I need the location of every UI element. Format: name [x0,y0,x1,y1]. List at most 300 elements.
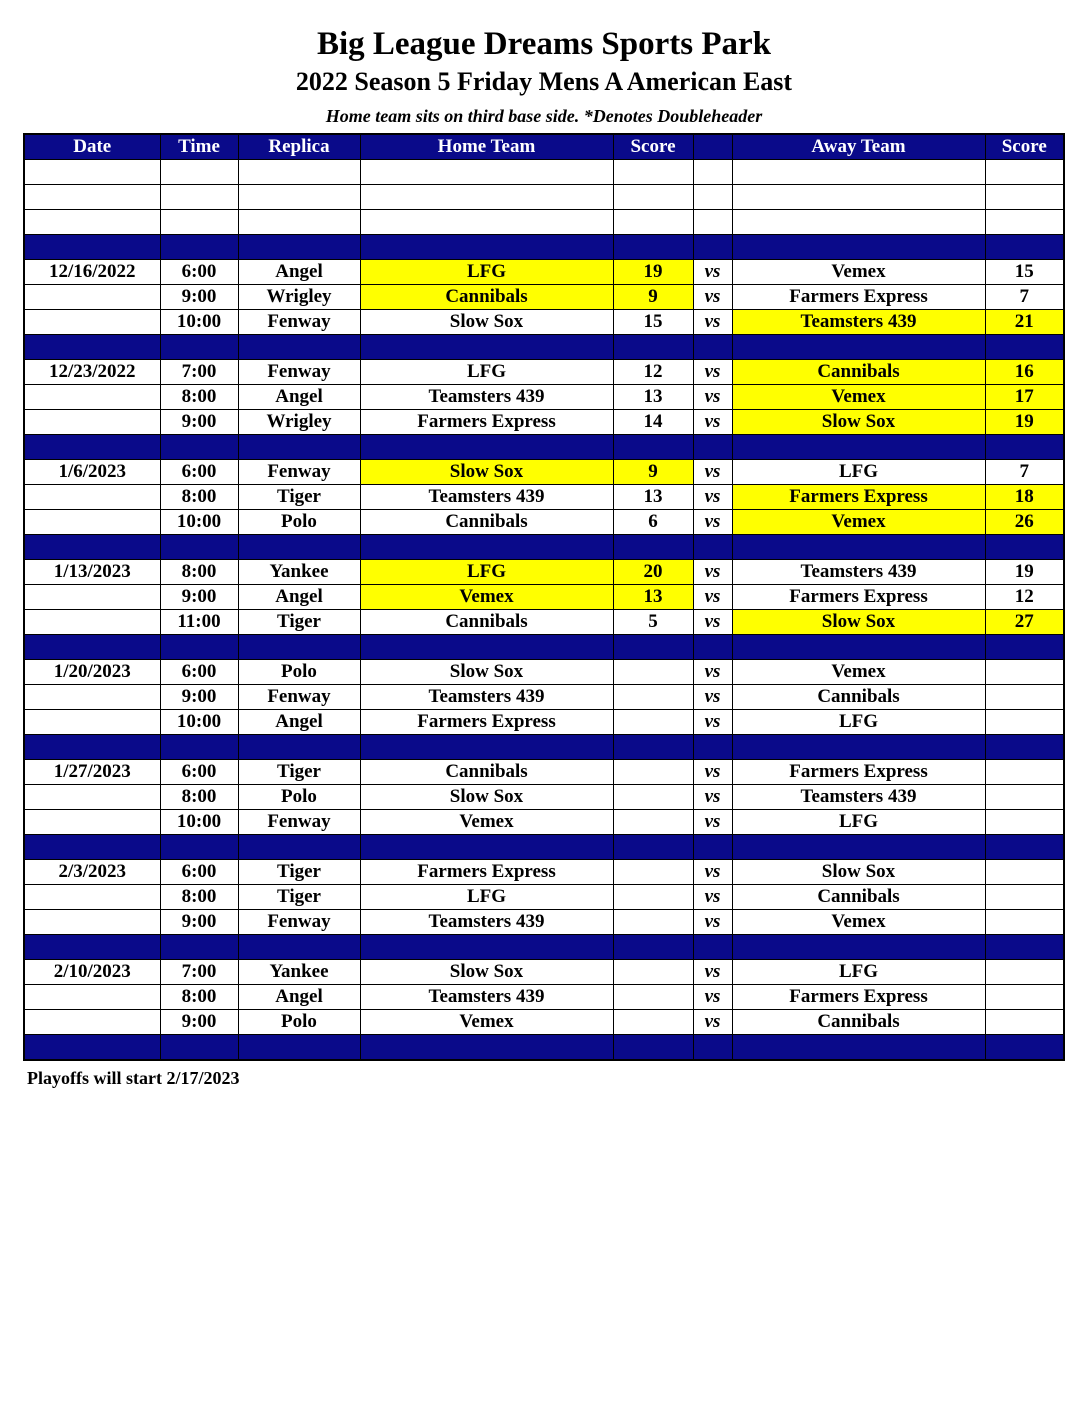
separator-cell [238,335,360,360]
away-score [985,885,1064,910]
week-separator-row [24,835,1064,860]
game-row [24,510,1064,535]
separator-cell [732,235,985,260]
week-separator-row [24,935,1064,960]
game-row [24,910,1064,935]
home-team: Teamsters 439 [360,685,613,710]
separator-cell [360,1035,613,1061]
vs-label [693,185,732,210]
game-row [24,285,1064,310]
away-team [732,185,985,210]
week-separator-row [24,735,1064,760]
page-title: Big League Dreams Sports Park [316,26,772,62]
game-date [24,310,160,335]
home-score: 9 [613,460,693,485]
game-date: 2/3/2023 [24,860,160,885]
game-date [24,810,160,835]
game-replica: Fenway [238,310,360,335]
separator-cell [24,735,160,760]
separator-cell [24,335,160,360]
game-row [24,810,1064,835]
game-time: 8:00 [160,785,238,810]
separator-cell [732,835,985,860]
away-score [985,1010,1064,1035]
separator-cell [160,235,238,260]
separator-cell [613,735,693,760]
game-date: 1/13/2023 [24,560,160,585]
game-replica: Polo [238,510,360,535]
col-header-away-team: Away Team [732,134,985,160]
away-score [985,760,1064,785]
vs-label: vs [693,860,732,885]
col-header-away-score: Score [985,134,1064,160]
home-team: Slow Sox [360,660,613,685]
separator-cell [985,435,1064,460]
home-score [613,910,693,935]
game-row [24,960,1064,985]
game-replica: Fenway [238,460,360,485]
away-team: Cannibals [732,885,985,910]
game-date [24,185,160,210]
separator-cell [160,1035,238,1061]
away-score: 18 [985,485,1064,510]
game-time: 10:00 [160,310,238,335]
away-score: 19 [985,560,1064,585]
separator-cell [985,535,1064,560]
separator-cell [360,435,613,460]
game-replica: Angel [238,710,360,735]
game-date [24,510,160,535]
game-row [24,710,1064,735]
away-score: 21 [985,310,1064,335]
home-team: Cannibals [360,510,613,535]
game-row [24,585,1064,610]
separator-cell [613,435,693,460]
game-row [24,760,1064,785]
home-score [613,160,693,185]
vs-label: vs [693,685,732,710]
game-replica: Polo [238,1010,360,1035]
home-team: Vemex [360,585,613,610]
home-score: 15 [613,310,693,335]
separator-cell [985,635,1064,660]
home-team: Vemex [360,1010,613,1035]
home-team: LFG [360,260,613,285]
game-time: 8:00 [160,985,238,1010]
game-time [160,185,238,210]
home-score [613,885,693,910]
home-score [613,760,693,785]
home-team: Cannibals [360,760,613,785]
col-header-home-team: Home Team [360,134,613,160]
away-score: 17 [985,385,1064,410]
game-time: 6:00 [160,760,238,785]
vs-label: vs [693,410,732,435]
game-date [24,1010,160,1035]
home-team: Slow Sox [360,310,613,335]
game-replica: Polo [238,785,360,810]
separator-cell [24,235,160,260]
home-team: Farmers Express [360,860,613,885]
away-score [985,685,1064,710]
vs-label: vs [693,485,732,510]
separator-cell [693,1035,732,1061]
vs-label: vs [693,310,732,335]
separator-cell [238,835,360,860]
home-score: 13 [613,385,693,410]
home-team [360,185,613,210]
away-team: Teamsters 439 [732,785,985,810]
game-time: 11:00 [160,610,238,635]
separator-cell [732,635,985,660]
header-note: Home team sits on third base side. *Denotes Doubleheader [325,106,763,126]
game-date [24,785,160,810]
away-team: Slow Sox [732,410,985,435]
game-replica: Fenway [238,685,360,710]
separator-cell [985,735,1064,760]
away-team: Cannibals [732,1010,985,1035]
game-date [24,985,160,1010]
game-date [24,685,160,710]
game-replica: Tiger [238,610,360,635]
game-replica: Tiger [238,485,360,510]
home-score: 9 [613,285,693,310]
schedule-body [24,160,1064,1061]
separator-cell [613,935,693,960]
separator-cell [238,535,360,560]
vs-label: vs [693,960,732,985]
game-time: 10:00 [160,710,238,735]
vs-label: vs [693,510,732,535]
away-team: Farmers Express [732,485,985,510]
separator-cell [693,535,732,560]
schedule-table [23,133,1065,1061]
game-row [24,160,1064,185]
game-replica: Fenway [238,810,360,835]
vs-label: vs [693,385,732,410]
separator-cell [24,1035,160,1061]
home-score [613,785,693,810]
vs-label: vs [693,810,732,835]
game-time: 9:00 [160,685,238,710]
game-replica: Fenway [238,910,360,935]
game-row [24,210,1064,235]
home-team: Slow Sox [360,960,613,985]
separator-cell [160,335,238,360]
game-row [24,485,1064,510]
vs-label: vs [693,910,732,935]
playoffs-note: Playoffs will start 2/17/2023 [27,1068,240,1088]
separator-cell [693,935,732,960]
away-team: LFG [732,960,985,985]
home-score [613,1010,693,1035]
home-score [613,660,693,685]
away-score [985,160,1064,185]
vs-label: vs [693,760,732,785]
week-separator-row [24,235,1064,260]
week-separator-row [24,1035,1064,1061]
away-score [985,960,1064,985]
home-team: Teamsters 439 [360,985,613,1010]
away-team: Farmers Express [732,285,985,310]
separator-cell [360,935,613,960]
game-time: 9:00 [160,910,238,935]
separator-cell [160,635,238,660]
game-time: 7:00 [160,360,238,385]
separator-cell [613,1035,693,1061]
away-team [732,210,985,235]
away-team: Vemex [732,910,985,935]
home-team: LFG [360,360,613,385]
game-date: 1/6/2023 [24,460,160,485]
game-date [24,585,160,610]
game-time: 6:00 [160,460,238,485]
game-date [24,160,160,185]
home-team: Teamsters 439 [360,385,613,410]
game-row [24,985,1064,1010]
game-date: 1/20/2023 [24,660,160,685]
separator-cell [732,1035,985,1061]
separator-cell [732,535,985,560]
game-date [24,385,160,410]
home-score: 19 [613,260,693,285]
game-replica: Angel [238,985,360,1010]
vs-label [693,210,732,235]
away-team: LFG [732,710,985,735]
away-team: Teamsters 439 [732,310,985,335]
game-row [24,685,1064,710]
page-subtitle: 2022 Season 5 Friday Mens A American East [295,67,793,96]
separator-cell [238,1035,360,1061]
separator-cell [238,935,360,960]
game-date: 2/10/2023 [24,960,160,985]
game-time: 8:00 [160,885,238,910]
away-team: LFG [732,460,985,485]
away-team: Farmers Express [732,585,985,610]
week-separator-row [24,635,1064,660]
away-team: Farmers Express [732,985,985,1010]
home-score [613,860,693,885]
home-team: Teamsters 439 [360,485,613,510]
away-score [985,910,1064,935]
separator-cell [24,835,160,860]
separator-cell [160,935,238,960]
away-team: Slow Sox [732,610,985,635]
home-score: 13 [613,585,693,610]
away-score: 16 [985,360,1064,385]
separator-cell [160,735,238,760]
vs-label: vs [693,610,732,635]
separator-cell [160,535,238,560]
separator-cell [360,635,613,660]
separator-cell [360,735,613,760]
separator-cell [238,435,360,460]
game-time: 7:00 [160,960,238,985]
game-row [24,610,1064,635]
game-time [160,210,238,235]
away-score [985,785,1064,810]
game-time: 10:00 [160,510,238,535]
game-replica: Yankee [238,960,360,985]
game-replica: Angel [238,585,360,610]
home-score [613,185,693,210]
away-team: Farmers Express [732,760,985,785]
home-score: 12 [613,360,693,385]
game-time: 10:00 [160,810,238,835]
vs-label: vs [693,285,732,310]
game-time: 6:00 [160,660,238,685]
game-row [24,560,1064,585]
vs-label: vs [693,260,732,285]
game-time: 9:00 [160,585,238,610]
home-team: LFG [360,885,613,910]
separator-cell [613,335,693,360]
col-header-vs [693,134,732,160]
separator-cell [693,735,732,760]
home-team: Vemex [360,810,613,835]
vs-label: vs [693,360,732,385]
col-header-time: Time [160,134,238,160]
week-separator-row [24,535,1064,560]
vs-label: vs [693,785,732,810]
vs-label: vs [693,710,732,735]
home-score: 6 [613,510,693,535]
away-team: Vemex [732,385,985,410]
away-team: Slow Sox [732,860,985,885]
home-score [613,810,693,835]
home-team [360,210,613,235]
vs-label: vs [693,560,732,585]
home-score [613,985,693,1010]
separator-cell [360,235,613,260]
separator-cell [238,235,360,260]
separator-cell [732,735,985,760]
game-date: 1/27/2023 [24,760,160,785]
away-score: 26 [985,510,1064,535]
home-team: Farmers Express [360,710,613,735]
home-team: Farmers Express [360,410,613,435]
separator-cell [985,335,1064,360]
game-row [24,660,1064,685]
away-score: 15 [985,260,1064,285]
game-date: 12/16/2022 [24,260,160,285]
separator-cell [613,835,693,860]
game-date [24,485,160,510]
away-team: Cannibals [732,685,985,710]
home-score: 5 [613,610,693,635]
col-header-date: Date [24,134,160,160]
game-row [24,360,1064,385]
away-team: Vemex [732,260,985,285]
game-row [24,260,1064,285]
game-time: 9:00 [160,285,238,310]
col-header-replica: Replica [238,134,360,160]
home-team: Teamsters 439 [360,910,613,935]
vs-label: vs [693,885,732,910]
away-score: 7 [985,460,1064,485]
game-row [24,310,1064,335]
home-team: Cannibals [360,610,613,635]
separator-cell [613,535,693,560]
col-header-home-score: Score [613,134,693,160]
home-score [613,710,693,735]
game-replica [238,210,360,235]
away-score [985,810,1064,835]
game-date [24,210,160,235]
game-date [24,910,160,935]
game-time: 6:00 [160,860,238,885]
vs-label: vs [693,460,732,485]
away-team: Cannibals [732,360,985,385]
away-team: LFG [732,810,985,835]
game-replica: Tiger [238,760,360,785]
separator-cell [238,635,360,660]
game-replica [238,160,360,185]
separator-cell [985,935,1064,960]
separator-cell [360,535,613,560]
game-row [24,385,1064,410]
game-replica: Angel [238,385,360,410]
game-replica: Polo [238,660,360,685]
away-team: Vemex [732,510,985,535]
game-row [24,860,1064,885]
game-replica: Wrigley [238,410,360,435]
away-score [985,210,1064,235]
game-date [24,710,160,735]
game-row [24,410,1064,435]
separator-cell [160,435,238,460]
away-score: 7 [985,285,1064,310]
home-score: 14 [613,410,693,435]
game-replica: Angel [238,260,360,285]
vs-label: vs [693,660,732,685]
vs-label: vs [693,585,732,610]
game-row [24,1010,1064,1035]
week-separator-row [24,335,1064,360]
away-score [985,985,1064,1010]
home-score: 13 [613,485,693,510]
separator-cell [693,635,732,660]
separator-cell [360,835,613,860]
separator-cell [613,235,693,260]
game-replica: Wrigley [238,285,360,310]
separator-cell [613,635,693,660]
game-row [24,785,1064,810]
away-team: Vemex [732,660,985,685]
separator-cell [732,935,985,960]
separator-cell [360,335,613,360]
away-score: 19 [985,410,1064,435]
home-score [613,685,693,710]
game-replica: Tiger [238,860,360,885]
away-score: 27 [985,610,1064,635]
home-team: Cannibals [360,285,613,310]
game-time: 8:00 [160,485,238,510]
separator-cell [160,835,238,860]
game-time: 6:00 [160,260,238,285]
away-score [985,660,1064,685]
game-row [24,185,1064,210]
separator-cell [238,735,360,760]
away-score: 12 [985,585,1064,610]
game-time: 8:00 [160,385,238,410]
home-score: 20 [613,560,693,585]
separator-cell [732,435,985,460]
separator-cell [732,335,985,360]
game-date [24,410,160,435]
away-score [985,710,1064,735]
away-team: Teamsters 439 [732,560,985,585]
